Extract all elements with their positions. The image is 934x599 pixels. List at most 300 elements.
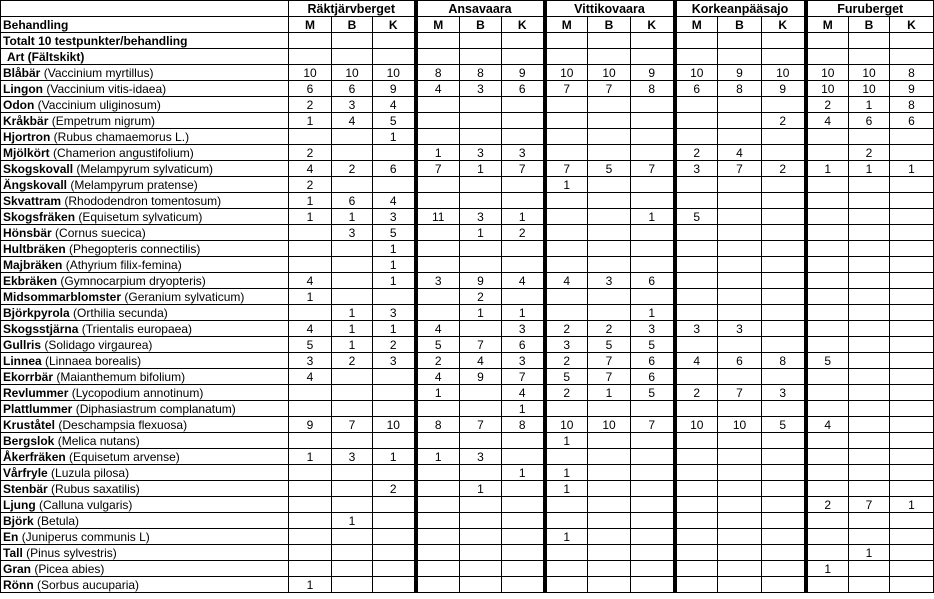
count-cell xyxy=(849,385,890,401)
species-row xyxy=(1,401,934,417)
count-cell xyxy=(890,241,934,257)
count-cell: 3 xyxy=(502,353,545,369)
count-cell xyxy=(762,577,806,593)
treatment-code: M xyxy=(675,17,718,33)
count-cell: 3 xyxy=(289,353,332,369)
count-cell xyxy=(675,257,718,273)
count-cell xyxy=(416,513,460,529)
species-latin: (Trientalis europaea) xyxy=(81,321,192,336)
species-cell xyxy=(1,369,289,385)
count-cell xyxy=(631,513,675,529)
species-row xyxy=(1,81,934,97)
count-cell xyxy=(718,369,762,385)
count-cell xyxy=(762,305,806,321)
count-cell xyxy=(675,113,718,129)
count-cell: 1 xyxy=(460,225,502,241)
count-cell: 4 xyxy=(416,321,460,337)
species-latin: (Sorbus aucuparia) xyxy=(37,577,140,592)
count-cell xyxy=(373,497,416,513)
count-cell: 4 xyxy=(373,193,416,209)
species-row xyxy=(1,225,934,241)
count-cell xyxy=(588,193,631,209)
species-latin: (Cornus suecica) xyxy=(55,225,146,240)
species-row xyxy=(1,161,934,177)
count-cell xyxy=(849,401,890,417)
count-cell xyxy=(762,513,806,529)
species-row xyxy=(1,497,934,513)
count-cell: 3 xyxy=(460,81,502,97)
count-cell xyxy=(416,257,460,273)
count-cell xyxy=(806,545,849,561)
count-cell xyxy=(289,513,332,529)
count-cell xyxy=(545,497,588,513)
count-cell xyxy=(373,369,416,385)
count-cell xyxy=(416,97,460,113)
count-cell xyxy=(332,273,373,289)
species-name: Skvattram xyxy=(3,193,62,208)
species-cell xyxy=(1,113,289,129)
species-latin: (Solidago virgaurea) xyxy=(44,337,153,352)
species-row xyxy=(1,305,934,321)
count-cell: 3 xyxy=(460,145,502,161)
count-cell xyxy=(890,129,934,145)
count-cell: 2 xyxy=(545,321,588,337)
species-name: Majbräken xyxy=(3,257,63,272)
count-cell xyxy=(762,433,806,449)
count-cell xyxy=(806,225,849,241)
count-cell: 3 xyxy=(675,321,718,337)
species-cell xyxy=(1,129,289,145)
count-cell xyxy=(849,369,890,385)
count-cell: 8 xyxy=(502,417,545,433)
count-cell xyxy=(675,577,718,593)
empty-cell xyxy=(890,33,934,49)
count-cell xyxy=(890,321,934,337)
count-cell xyxy=(460,385,502,401)
count-cell xyxy=(675,529,718,545)
count-cell xyxy=(762,145,806,161)
count-cell xyxy=(545,193,588,209)
species-cell xyxy=(1,193,289,209)
species-cell xyxy=(1,449,289,465)
count-cell xyxy=(588,241,631,257)
species-name: Kruståtel xyxy=(3,417,56,432)
count-cell: 6 xyxy=(631,273,675,289)
count-cell: 2 xyxy=(675,145,718,161)
count-cell xyxy=(762,209,806,225)
count-cell xyxy=(890,529,934,545)
count-cell xyxy=(890,433,934,449)
count-cell: 10 xyxy=(849,65,890,81)
count-cell: 3 xyxy=(502,321,545,337)
count-cell xyxy=(849,321,890,337)
treatment-header-row xyxy=(1,17,934,33)
species-cell xyxy=(1,145,289,161)
species-cell xyxy=(1,81,289,97)
count-cell xyxy=(718,97,762,113)
treatment-code: B xyxy=(718,17,762,33)
count-cell: 9 xyxy=(460,273,502,289)
count-cell: 2 xyxy=(806,97,849,113)
species-cell xyxy=(1,161,289,177)
species-name: Vårfryle xyxy=(3,465,48,480)
count-cell: 1 xyxy=(545,433,588,449)
species-row xyxy=(1,193,934,209)
empty-cell xyxy=(588,33,631,49)
count-cell xyxy=(849,177,890,193)
species-name: Plattlummer xyxy=(3,401,73,416)
count-cell: 1 xyxy=(332,321,373,337)
species-cell xyxy=(1,497,289,513)
count-cell xyxy=(806,577,849,593)
species-row xyxy=(1,545,934,561)
count-cell: 1 xyxy=(460,481,502,497)
treatment-code: K xyxy=(373,17,416,33)
count-cell: 4 xyxy=(545,273,588,289)
count-cell xyxy=(332,289,373,305)
count-cell xyxy=(416,561,460,577)
count-cell: 5 xyxy=(762,417,806,433)
count-cell xyxy=(806,385,849,401)
count-cell xyxy=(890,177,934,193)
count-cell xyxy=(675,241,718,257)
count-cell: 4 xyxy=(675,353,718,369)
count-cell xyxy=(631,289,675,305)
count-cell: 3 xyxy=(718,321,762,337)
species-row xyxy=(1,561,934,577)
treatment-code: K xyxy=(502,17,545,33)
species-row xyxy=(1,417,934,433)
count-cell xyxy=(588,209,631,225)
count-cell xyxy=(460,513,502,529)
count-cell xyxy=(588,129,631,145)
count-cell: 1 xyxy=(289,449,332,465)
count-cell xyxy=(332,529,373,545)
count-cell xyxy=(718,209,762,225)
species-cell xyxy=(1,337,289,353)
count-cell xyxy=(588,145,631,161)
count-cell xyxy=(718,305,762,321)
species-row xyxy=(1,241,934,257)
empty-cell xyxy=(890,49,934,65)
count-cell xyxy=(416,241,460,257)
count-cell: 2 xyxy=(416,353,460,369)
count-cell: 2 xyxy=(373,337,416,353)
count-cell: 2 xyxy=(675,385,718,401)
treatment-code: K xyxy=(890,17,934,33)
species-row xyxy=(1,257,934,273)
count-cell xyxy=(675,193,718,209)
count-cell xyxy=(890,513,934,529)
count-cell xyxy=(460,177,502,193)
count-cell xyxy=(631,241,675,257)
count-cell xyxy=(502,177,545,193)
count-cell xyxy=(762,257,806,273)
count-cell xyxy=(631,497,675,513)
species-row xyxy=(1,113,934,129)
count-cell xyxy=(416,177,460,193)
count-cell xyxy=(588,465,631,481)
count-cell: 10 xyxy=(806,65,849,81)
count-cell xyxy=(806,337,849,353)
count-cell xyxy=(460,433,502,449)
species-cell xyxy=(1,513,289,529)
count-cell xyxy=(890,369,934,385)
count-cell xyxy=(849,337,890,353)
count-cell xyxy=(806,289,849,305)
count-cell: 10 xyxy=(762,65,806,81)
count-cell xyxy=(588,177,631,193)
count-cell xyxy=(332,129,373,145)
count-cell xyxy=(718,577,762,593)
site-header-row xyxy=(1,1,934,17)
species-latin: (Juniperus communis L) xyxy=(21,529,150,544)
empty-cell xyxy=(332,49,373,65)
count-cell xyxy=(718,177,762,193)
count-cell: 4 xyxy=(416,369,460,385)
species-latin: (Geranium sylvaticum) xyxy=(124,289,245,304)
site-name: Räktjärvberget xyxy=(289,1,416,17)
count-cell xyxy=(675,177,718,193)
count-cell: 2 xyxy=(502,225,545,241)
species-latin: (Melica nutans) xyxy=(57,433,140,448)
species-name: Ekorrbär xyxy=(3,369,54,384)
species-latin: (Linnaea borealis) xyxy=(45,353,142,368)
species-name: Ängskovall xyxy=(3,177,68,192)
count-cell xyxy=(416,401,460,417)
site-name: Ansavaara xyxy=(416,1,545,17)
count-cell: 1 xyxy=(545,465,588,481)
count-cell xyxy=(762,529,806,545)
empty-cell xyxy=(545,49,588,65)
count-cell: 5 xyxy=(416,337,460,353)
treatment-code: M xyxy=(545,17,588,33)
count-cell xyxy=(502,481,545,497)
species-latin: (Vaccinium vitis-idaea) xyxy=(46,81,167,96)
count-cell xyxy=(502,129,545,145)
count-cell xyxy=(332,145,373,161)
count-cell xyxy=(675,561,718,577)
count-cell xyxy=(416,529,460,545)
count-cell xyxy=(289,497,332,513)
count-cell xyxy=(502,449,545,465)
species-cell xyxy=(1,545,289,561)
count-cell xyxy=(890,257,934,273)
count-cell xyxy=(631,129,675,145)
count-cell: 1 xyxy=(289,289,332,305)
treatment-label: Behandling xyxy=(1,17,289,33)
count-cell xyxy=(806,257,849,273)
count-cell xyxy=(502,561,545,577)
species-row xyxy=(1,529,934,545)
empty-cell xyxy=(545,33,588,49)
count-cell: 2 xyxy=(460,289,502,305)
species-name: Hultbräken xyxy=(3,241,66,256)
species-name: Björkpyrola xyxy=(3,305,70,320)
count-cell xyxy=(545,561,588,577)
species-row xyxy=(1,321,934,337)
count-cell xyxy=(289,529,332,545)
count-cell: 10 xyxy=(289,65,332,81)
count-cell: 1 xyxy=(502,401,545,417)
count-cell xyxy=(373,433,416,449)
count-cell xyxy=(460,97,502,113)
count-cell xyxy=(545,449,588,465)
count-cell xyxy=(588,401,631,417)
count-cell: 1 xyxy=(460,161,502,177)
count-cell: 6 xyxy=(373,161,416,177)
count-cell: 3 xyxy=(460,449,502,465)
count-cell xyxy=(588,545,631,561)
species-latin: (Rubus chamaemorus L.) xyxy=(53,129,190,144)
species-name: Gullris xyxy=(3,337,42,352)
count-cell xyxy=(332,561,373,577)
species-latin: (Gymnocarpium dryopteris) xyxy=(60,273,206,288)
species-cell xyxy=(1,401,289,417)
count-cell xyxy=(890,145,934,161)
empty-cell xyxy=(373,33,416,49)
count-cell: 3 xyxy=(675,161,718,177)
empty-cell xyxy=(849,49,890,65)
count-cell xyxy=(890,545,934,561)
count-cell xyxy=(545,113,588,129)
count-cell: 1 xyxy=(332,209,373,225)
count-cell xyxy=(289,465,332,481)
empty-cell xyxy=(416,49,460,65)
count-cell xyxy=(588,513,631,529)
count-cell: 10 xyxy=(806,81,849,97)
empty-cell xyxy=(289,33,332,49)
count-cell: 3 xyxy=(373,305,416,321)
count-cell xyxy=(806,465,849,481)
count-cell: 10 xyxy=(373,417,416,433)
count-cell xyxy=(373,177,416,193)
count-cell: 1 xyxy=(849,161,890,177)
count-cell: 1 xyxy=(373,129,416,145)
count-cell: 5 xyxy=(373,113,416,129)
species-name: Åkerfräken xyxy=(3,449,66,464)
count-cell: 4 xyxy=(289,369,332,385)
count-cell xyxy=(806,145,849,161)
species-latin: (Maianthemum bifolium) xyxy=(56,369,186,384)
species-row xyxy=(1,577,934,593)
count-cell xyxy=(416,481,460,497)
count-cell xyxy=(849,465,890,481)
count-cell: 5 xyxy=(289,337,332,353)
count-cell: 4 xyxy=(806,113,849,129)
count-cell xyxy=(675,289,718,305)
count-cell: 8 xyxy=(416,65,460,81)
species-name: Skogsstjärna xyxy=(3,321,79,336)
count-cell xyxy=(806,129,849,145)
count-cell xyxy=(460,465,502,481)
count-cell: 6 xyxy=(332,193,373,209)
count-cell: 8 xyxy=(762,353,806,369)
count-cell xyxy=(675,465,718,481)
corner-cell xyxy=(1,1,289,17)
species-row xyxy=(1,481,934,497)
species-latin: (Equisetum sylvaticum) xyxy=(78,209,203,224)
note-row xyxy=(1,33,934,49)
count-cell xyxy=(373,401,416,417)
count-cell xyxy=(762,481,806,497)
count-cell: 4 xyxy=(289,161,332,177)
species-latin: (Picea abies) xyxy=(34,561,105,576)
count-cell xyxy=(762,177,806,193)
count-cell xyxy=(675,337,718,353)
count-cell xyxy=(718,193,762,209)
count-cell: 6 xyxy=(332,81,373,97)
count-cell: 1 xyxy=(373,257,416,273)
count-cell xyxy=(890,225,934,241)
count-cell: 5 xyxy=(675,209,718,225)
count-cell xyxy=(588,257,631,273)
count-cell xyxy=(849,209,890,225)
count-cell xyxy=(588,561,631,577)
count-cell: 7 xyxy=(545,161,588,177)
count-cell xyxy=(762,193,806,209)
count-cell: 7 xyxy=(849,497,890,513)
species-cell xyxy=(1,177,289,193)
count-cell: 3 xyxy=(762,385,806,401)
count-cell xyxy=(545,401,588,417)
count-cell: 1 xyxy=(373,241,416,257)
count-cell xyxy=(502,193,545,209)
empty-cell xyxy=(675,49,718,65)
site-name: Vittikovaara xyxy=(545,1,675,17)
species-name: Odon xyxy=(3,97,35,112)
count-cell xyxy=(806,401,849,417)
count-cell: 6 xyxy=(631,369,675,385)
count-cell xyxy=(806,513,849,529)
species-row xyxy=(1,145,934,161)
species-cell xyxy=(1,241,289,257)
count-cell: 1 xyxy=(416,145,460,161)
count-cell: 2 xyxy=(332,161,373,177)
empty-cell xyxy=(631,49,675,65)
count-cell xyxy=(890,417,934,433)
count-cell xyxy=(416,289,460,305)
count-cell xyxy=(718,529,762,545)
count-cell xyxy=(718,561,762,577)
count-cell: 10 xyxy=(588,417,631,433)
species-cell xyxy=(1,433,289,449)
count-cell xyxy=(806,273,849,289)
species-name: Rönn xyxy=(3,577,34,592)
count-cell xyxy=(718,481,762,497)
count-cell xyxy=(806,305,849,321)
count-cell xyxy=(332,465,373,481)
count-cell: 10 xyxy=(849,81,890,97)
species-row xyxy=(1,513,934,529)
empty-cell xyxy=(718,49,762,65)
species-name: Ekbräken xyxy=(3,273,58,288)
count-cell: 4 xyxy=(460,353,502,369)
count-cell xyxy=(675,513,718,529)
count-cell: 2 xyxy=(289,97,332,113)
treatment-code: B xyxy=(588,17,631,33)
count-cell xyxy=(849,353,890,369)
count-cell: 1 xyxy=(332,337,373,353)
empty-cell xyxy=(675,33,718,49)
count-cell xyxy=(849,449,890,465)
count-cell: 5 xyxy=(373,225,416,241)
count-cell xyxy=(373,465,416,481)
count-cell: 7 xyxy=(588,353,631,369)
count-cell xyxy=(849,273,890,289)
species-row xyxy=(1,385,934,401)
count-cell xyxy=(890,273,934,289)
